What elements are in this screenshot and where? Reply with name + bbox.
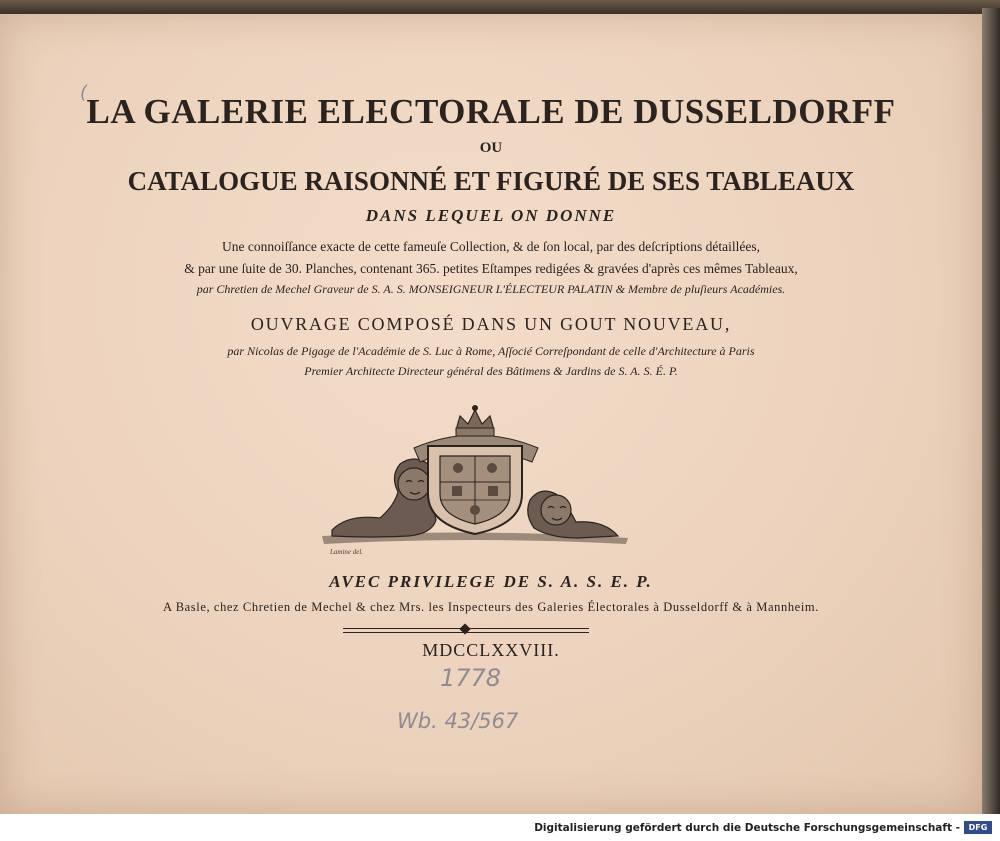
footer-bar bbox=[0, 814, 1000, 841]
pencil-year-note: 1778 bbox=[440, 664, 502, 692]
pencil-mark: ( bbox=[80, 82, 88, 103]
author-line: par Chretien de Mechel Graveur de S. A. S. MONSEIGNEUR L'ÉLECTEUR PALATIN & Membre de pluſieurs Académies. bbox=[196, 282, 786, 296]
architect-line: Premier Architecte Directeur général des Bâtimens & Jardins de S. A. S. É. P. bbox=[304, 364, 678, 378]
book-top-edge bbox=[0, 0, 1000, 14]
funding-notice: Digitalisierung gefördert durch die Deutsche Forschungsgemeinschaft - bbox=[534, 822, 960, 834]
publisher-line: A Basle, chez Chretien de Mechel & chez Mrs. les Inspecteurs des Galeries Électorales à Dusseldorff & à Mannheim. bbox=[163, 600, 819, 614]
dfg-logo[interactable]: DFG bbox=[964, 821, 992, 834]
book-right-edge bbox=[982, 8, 1000, 816]
description-line-2: & par une ſuite de 30. Planches, contenant 365. petites Eſtampes redigées & gravées d'après ces mêmes Tableaux, bbox=[184, 261, 798, 276]
catalogue-subtitle: CATALOGUE RAISONNÉ ET FIGURÉ DE SES TABLEAUX bbox=[127, 166, 855, 196]
dans-lequel-line: DANS LEQUEL ON DONNE bbox=[365, 206, 617, 225]
engraver-signature: Lamine del. bbox=[330, 548, 364, 556]
title-page bbox=[0, 14, 982, 814]
book-title: LA GALERIE ELECTORALE DE DUSSELDORFF bbox=[86, 92, 896, 131]
privilege-line: AVEC PRIVILEGE DE S. A. S. E. P. bbox=[329, 572, 653, 591]
lions-coat-of-arms-emblem bbox=[318, 402, 632, 552]
pencil-call-number: Wb. 43/567 bbox=[397, 709, 519, 733]
conjunction-ou: OU bbox=[479, 140, 503, 156]
publication-date: MDCCLXXVIII. bbox=[422, 640, 560, 660]
description-line-1: Une connoiſſance exacte de cette fameuſe Collection, & de ſon local, par des deſcriptions détaillées, bbox=[222, 239, 760, 254]
pigage-line: par Nicolas de Pigage de l'Académie de S. Luc à Rome, Aſſocié Correſpondant de celle d'Architecture à Paris bbox=[227, 344, 755, 358]
ornamental-rule bbox=[343, 628, 589, 633]
ouvrage-line: OUVRAGE COMPOSÉ DANS UN GOUT NOUVEAU, bbox=[250, 314, 732, 334]
